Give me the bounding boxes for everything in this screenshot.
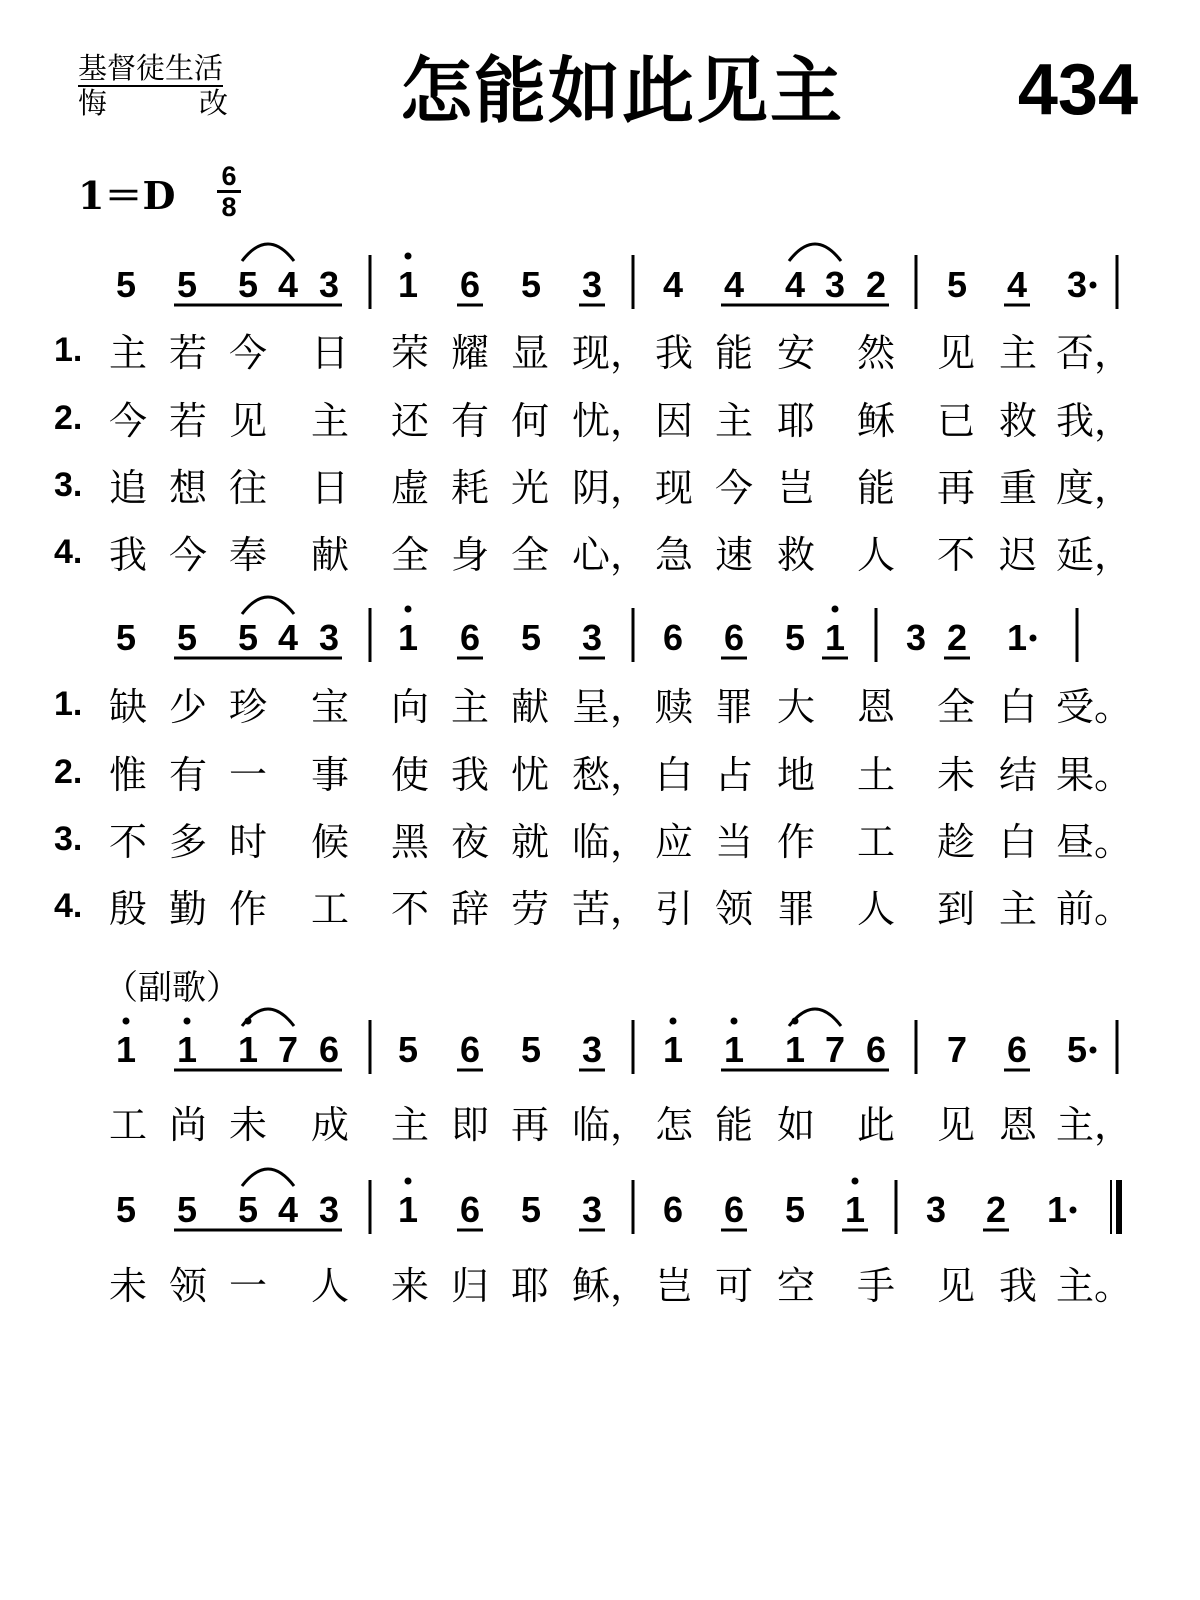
note-digit: 3: [318, 617, 340, 658]
lyric-char: 少: [168, 685, 207, 729]
verse-4-line-b: [0, 879, 1200, 939]
lyric-char: 今: [714, 466, 753, 510]
note-digit: 1: [1006, 617, 1028, 658]
chorus-line-b: [0, 1256, 1200, 1316]
lyric-char: 应: [654, 820, 693, 864]
lyric-char: 已: [936, 399, 975, 443]
lyric-char: 现: [654, 466, 693, 510]
high-octave-dot: [832, 606, 839, 613]
lyric-char: 就: [510, 820, 549, 864]
lyric-char: 荣: [390, 331, 429, 375]
lyric-char: 今: [228, 331, 267, 375]
verse-number: 4.: [54, 533, 83, 571]
note-digit: 1: [824, 617, 846, 658]
slur-arc: [242, 244, 294, 261]
chorus-label: （副歌）: [104, 968, 240, 1008]
lyric-char: 延，: [1056, 533, 1133, 577]
lyric-char: 主，: [1056, 1103, 1133, 1147]
lyric-char: 心，: [572, 533, 649, 577]
lyric-char: 岂: [776, 466, 815, 510]
note-digit: 5: [520, 617, 542, 658]
lyric-char: 主: [450, 685, 489, 729]
augmentation-dot: [1030, 635, 1037, 642]
augmentation-dot: [1070, 1207, 1077, 1214]
lyric-char: 勤: [168, 887, 207, 931]
note-digit: 6: [1006, 1029, 1028, 1070]
lyric-char: 呈，: [572, 685, 649, 729]
lyric-char: 再: [936, 466, 975, 510]
lyric-char: 候: [310, 820, 349, 864]
lyric-char: 赎: [654, 685, 693, 729]
lyric-char: 耗: [450, 466, 489, 510]
note-digit: 6: [318, 1029, 340, 1070]
note-digit: 6: [459, 617, 481, 658]
lyric-char: 愁，: [572, 753, 649, 797]
lyric-char: 宝: [310, 685, 349, 729]
lyric-char: 前。: [1056, 887, 1133, 931]
lyric-char: 不: [390, 887, 429, 931]
verse-number: 2.: [54, 399, 83, 437]
lyric-char: 救: [776, 533, 815, 577]
source-text: 基督徒生活: [78, 51, 224, 85]
high-octave-dot: [405, 606, 412, 613]
lyric-char: 成: [310, 1103, 349, 1147]
note-digit: 1: [662, 1029, 684, 1070]
verse-4-line-a: [0, 525, 1200, 585]
lyric-char: 献: [510, 685, 549, 729]
note-digit: 6: [723, 1189, 745, 1230]
lyric-char: 白: [654, 753, 693, 797]
note-digit: 7: [946, 1029, 968, 1070]
verse-number: 4.: [54, 887, 83, 925]
note-digit: 6: [459, 1029, 481, 1070]
lyric-char: 向: [390, 685, 429, 729]
note-digit: 4: [277, 1189, 299, 1230]
lyric-char: 主: [714, 399, 753, 443]
note-digit: 5: [520, 1029, 542, 1070]
lyric-char: 我，: [1056, 399, 1133, 443]
note-digit: 3: [581, 264, 603, 305]
lyric-char: 珍: [228, 685, 267, 729]
lyric-char: 未: [108, 1264, 147, 1308]
lyric-char: 即: [450, 1103, 489, 1147]
lyric-char: 果。: [1056, 753, 1133, 797]
note-digit: 3: [1066, 264, 1088, 305]
note-digit: 5: [115, 617, 137, 658]
lyric-char: 白: [998, 820, 1037, 864]
lyric-char: 不: [108, 820, 147, 864]
high-octave-dot: [670, 1018, 677, 1025]
lyric-char: 奉: [228, 533, 267, 577]
note-digit: 5: [946, 264, 968, 305]
lyric-char: 来: [390, 1264, 429, 1308]
lyric-char: 想: [168, 466, 207, 510]
note-digit: 1: [397, 617, 419, 658]
lyric-char: 工: [856, 820, 895, 864]
lyric-char: 今: [168, 533, 207, 577]
lyric-char: 救: [998, 399, 1037, 443]
note-digit: 5: [176, 617, 198, 658]
verse-number: 3.: [54, 466, 83, 504]
lyric-char: 日: [310, 466, 349, 510]
lyric-char: 恩: [998, 1103, 1037, 1147]
note-digit: 4: [662, 264, 684, 305]
lyric-char: 殷: [108, 887, 147, 931]
lyric-char: 急: [654, 533, 693, 577]
lyric-char: 耶: [776, 399, 815, 443]
lyric-char: 速: [714, 533, 753, 577]
lyric-char: 今: [108, 399, 147, 443]
note-digit: 5: [237, 1189, 259, 1230]
note-digit: 5: [397, 1029, 419, 1070]
lyric-char: 一: [228, 1264, 267, 1308]
lyric-char: 作: [776, 820, 815, 864]
lyric-char: 然: [856, 331, 895, 375]
augmentation-dot: [1090, 1047, 1097, 1054]
note-digit: 1: [723, 1029, 745, 1070]
lyric-char: 夜: [450, 820, 489, 864]
note-digit: 5: [176, 1189, 198, 1230]
lyric-char: 人: [310, 1264, 349, 1308]
lyric-char: 能: [714, 331, 753, 375]
lyric-char: 度，: [1056, 466, 1133, 510]
note-digit: 5: [115, 1189, 137, 1230]
slur-arc: [789, 244, 841, 261]
note-digit: 5: [176, 264, 198, 305]
lyric-char: 主: [998, 331, 1037, 375]
note-digit: 2: [865, 264, 887, 305]
note-digit: 3: [581, 617, 603, 658]
lyric-char: 我: [998, 1264, 1037, 1308]
lyric-char: 主: [390, 1103, 429, 1147]
adaptation-char-2: 改: [198, 86, 228, 120]
note-digit: 7: [277, 1029, 299, 1070]
lyric-char: 现，: [572, 331, 649, 375]
lyric-char: 若: [168, 331, 207, 375]
verse-number: 3.: [54, 820, 83, 858]
lyric-char: 主: [998, 887, 1037, 931]
lyric-char: 到: [936, 887, 975, 931]
note-digit: 4: [277, 264, 299, 305]
lyric-char: 耶: [510, 1264, 549, 1308]
note-digit: 1: [784, 1029, 806, 1070]
lyric-char: 阴，: [572, 466, 649, 510]
lyric-char: 多: [168, 820, 207, 864]
note-digit: 3: [581, 1189, 603, 1230]
note-digit: 3: [318, 1189, 340, 1230]
lyric-char: 临，: [572, 1103, 649, 1147]
high-octave-dot: [184, 1018, 191, 1025]
note-digit: 1: [397, 1189, 419, 1230]
high-octave-dot: [405, 253, 412, 260]
slur-arc: [242, 597, 294, 614]
verse-3-line-a: [0, 458, 1200, 518]
lyric-char: 领: [168, 1264, 207, 1308]
lyric-char: 临，: [572, 820, 649, 864]
note-digit: 2: [985, 1189, 1007, 1230]
lyric-char: 见: [228, 399, 267, 443]
high-octave-dot: [123, 1018, 130, 1025]
verse-3-line-b: [0, 812, 1200, 872]
lyric-char: 土: [856, 753, 895, 797]
note-digit: 6: [662, 1189, 684, 1230]
lyric-char: 主: [108, 331, 147, 375]
lyric-char: 安: [776, 331, 815, 375]
verse-number: 1.: [54, 685, 83, 723]
lyric-char: 虚: [390, 466, 429, 510]
note-digit: 4: [723, 264, 745, 305]
note-digit: 3: [905, 617, 927, 658]
lyric-char: 何: [510, 399, 549, 443]
note-digit: 2: [946, 617, 968, 658]
note-digit: 3: [318, 264, 340, 305]
note-digit: 5: [115, 264, 137, 305]
lyric-char: 引: [654, 887, 693, 931]
page-title: 怎能如此见主: [400, 49, 845, 133]
lyric-char: 往: [228, 466, 267, 510]
lyric-char: 事: [310, 753, 349, 797]
lyric-char: 趁: [936, 820, 975, 864]
lyric-char: 有: [168, 753, 207, 797]
slur-arc: [242, 1169, 294, 1186]
lyric-char: 工: [310, 887, 349, 931]
lyric-char: 工: [108, 1103, 147, 1147]
lyric-char: 怎: [654, 1103, 693, 1147]
lyric-char: 受。: [1056, 685, 1133, 729]
lyric-char: 领: [714, 887, 753, 931]
lyric-char: 全: [390, 533, 429, 577]
lyric-char: 空: [776, 1264, 815, 1308]
note-digit: 5: [520, 1189, 542, 1230]
lyric-char: 因: [654, 399, 693, 443]
high-octave-dot: [731, 1018, 738, 1025]
lyric-char: 忧，: [572, 399, 649, 443]
note-digit: 3: [824, 264, 846, 305]
time-signature-top: 6: [217, 162, 241, 193]
lyric-char: 结: [998, 753, 1037, 797]
lyric-char: 归: [450, 1264, 489, 1308]
lyric-char: 我: [108, 533, 147, 577]
lyric-char: 人: [856, 533, 895, 577]
lyric-char: 献: [310, 533, 349, 577]
note-digit: 6: [723, 617, 745, 658]
lyric-char: 见: [936, 1264, 975, 1308]
lyric-char: 苦，: [572, 887, 649, 931]
note-digit: 5: [237, 264, 259, 305]
lyric-char: 我: [450, 753, 489, 797]
lyric-char: 能: [714, 1103, 753, 1147]
note-digit: 5: [784, 617, 806, 658]
lyric-char: 占: [714, 753, 753, 797]
note-digit: 6: [459, 264, 481, 305]
note-digit: 1: [1046, 1189, 1068, 1230]
hymn-number: 434: [1017, 50, 1138, 130]
note-digit: 7: [824, 1029, 846, 1070]
key-signature: 1＝D: [78, 173, 176, 218]
time-signature-bottom: 8: [221, 192, 237, 222]
lyric-char: 光: [510, 466, 549, 510]
note-digit: 1: [397, 264, 419, 305]
lyric-char: 岂: [654, 1264, 693, 1308]
lyric-char: 一: [228, 753, 267, 797]
note-digit: 1: [176, 1029, 198, 1070]
lyric-char: 显: [510, 331, 549, 375]
note-digit: 6: [459, 1189, 481, 1230]
lyric-char: 时: [228, 820, 267, 864]
lyric-char: 主: [310, 399, 349, 443]
verse-1-line-b: [0, 677, 1200, 737]
lyric-char: 尚: [168, 1103, 207, 1147]
lyric-char: 恩: [856, 685, 895, 729]
note-digit: 1: [844, 1189, 866, 1230]
lyric-char: 缺: [108, 685, 147, 729]
lyric-char: 稣: [856, 399, 895, 443]
high-octave-dot: [852, 1178, 859, 1185]
note-digit: 4: [1006, 264, 1028, 305]
lyric-char: 主。: [1056, 1264, 1133, 1308]
lyric-char: 昼。: [1056, 820, 1133, 864]
verse-2-line-a: [0, 391, 1200, 451]
lyric-char: 稣，: [572, 1264, 649, 1308]
lyric-char: 能: [856, 466, 895, 510]
note-digit: 6: [662, 617, 684, 658]
lyric-char: 有: [450, 399, 489, 443]
note-digit: 4: [784, 264, 806, 305]
lyric-char: 辞: [450, 887, 489, 931]
high-octave-dot: [405, 1178, 412, 1185]
lyric-char: 黑: [390, 820, 429, 864]
lyric-char: 大: [776, 685, 815, 729]
note-digit: 5: [784, 1189, 806, 1230]
lyric-char: 此: [856, 1103, 895, 1147]
lyric-char: 罪: [776, 887, 815, 931]
lyric-char: 重: [998, 466, 1037, 510]
lyric-char: 我: [654, 331, 693, 375]
lyric-char: 耀: [450, 331, 489, 375]
verse-2-line-b: [0, 745, 1200, 805]
lyric-char: 当: [714, 820, 753, 864]
lyric-char: 作: [228, 887, 267, 931]
lyric-char: 不: [936, 533, 975, 577]
note-digit: 5: [520, 264, 542, 305]
note-digit: 3: [925, 1189, 947, 1230]
note-digit: 3: [581, 1029, 603, 1070]
lyric-char: 再: [510, 1103, 549, 1147]
lyric-char: 全: [936, 685, 975, 729]
lyric-char: 如: [776, 1103, 815, 1147]
lyric-char: 见: [936, 331, 975, 375]
lyric-char: 若: [168, 399, 207, 443]
lyric-char: 忧: [510, 753, 549, 797]
note-digit: 4: [277, 617, 299, 658]
lyric-char: 全: [510, 533, 549, 577]
lyric-char: 追: [108, 466, 147, 510]
chorus-line-a: [0, 1095, 1200, 1155]
lyric-char: 迟: [998, 533, 1037, 577]
lyric-char: 未: [228, 1103, 267, 1147]
note-digit: 5: [1066, 1029, 1088, 1070]
lyric-char: 惟: [108, 753, 147, 797]
lyric-char: 白: [998, 685, 1037, 729]
lyric-char: 还: [390, 399, 429, 443]
adaptation-char-1: 悔: [78, 86, 108, 120]
verse-number: 2.: [54, 753, 83, 791]
lyric-char: 可: [714, 1264, 753, 1308]
verse-1-line-a: [0, 323, 1200, 383]
note-digit: 1: [115, 1029, 137, 1070]
note-digit: 1: [237, 1029, 259, 1070]
lyric-char: 劳: [510, 887, 549, 931]
lyric-char: 身: [450, 533, 489, 577]
lyric-char: 未: [936, 753, 975, 797]
lyric-char: 见: [936, 1103, 975, 1147]
note-digit: 5: [237, 617, 259, 658]
lyric-char: 否，: [1056, 331, 1133, 375]
lyric-char: 地: [776, 753, 815, 797]
augmentation-dot: [1090, 282, 1097, 289]
lyric-char: 日: [310, 331, 349, 375]
lyric-char: 人: [856, 887, 895, 931]
lyric-char: 手: [856, 1264, 895, 1308]
note-digit: 6: [865, 1029, 887, 1070]
verse-number: 1.: [54, 331, 83, 369]
lyric-char: 罪: [714, 685, 753, 729]
lyric-char: 使: [390, 753, 429, 797]
